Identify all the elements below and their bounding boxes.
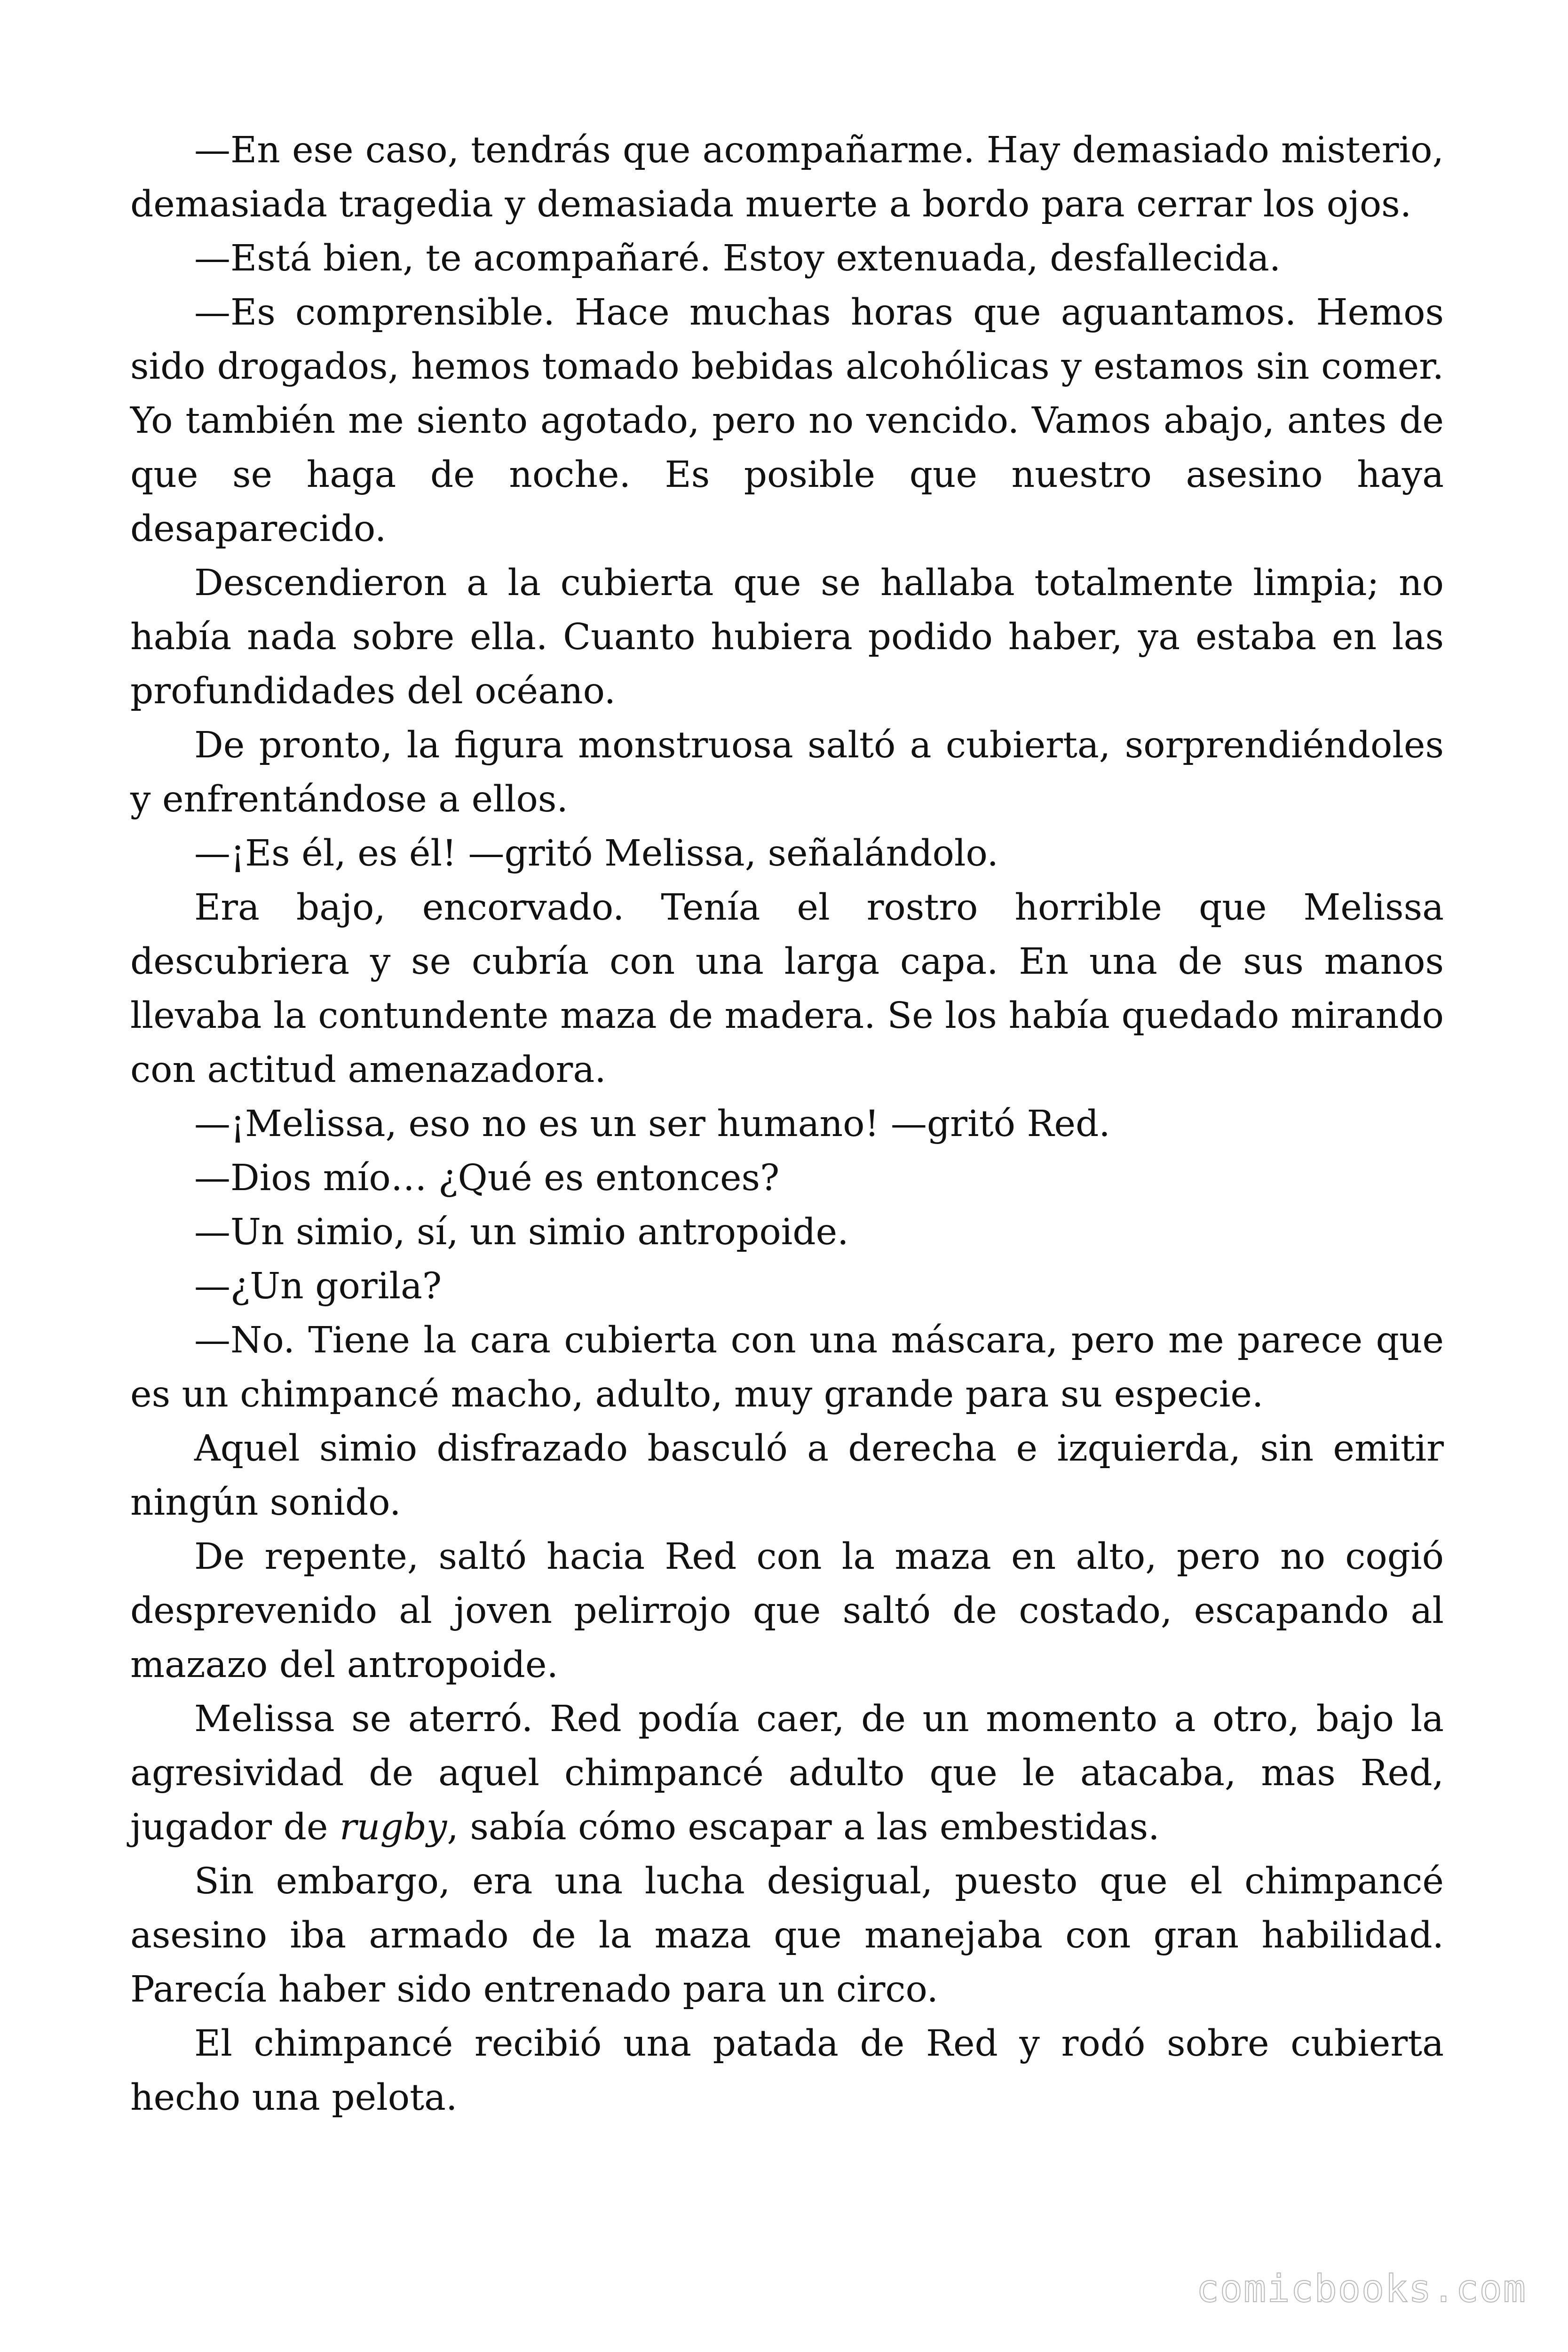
paragraph: Era bajo, encorvado. Tenía el rostro horrible que Melissa descubriera y se cubría con una larga capa. En una de sus manos llevaba la contundente maza de madera. Se los había quedado mirando con actitud amenazadora.	[130, 887, 1444, 1091]
paragraph: —Es comprensible. Hace muchas horas que aguantamos. Hemos sido drogados, hemos tomado bebidas alcohólicas y estamos sin comer. Yo también me siento agotado, pero no vencido. Vamos abajo, antes de que se haga de noche. Es posible que nuestro asesino haya desaparecido.	[130, 292, 1444, 550]
paragraph: —¡Melissa, eso no es un ser humano! —gritó Red.	[194, 1103, 1110, 1145]
paragraph: Sin embargo, era una lucha desigual, puesto que el chimpancé asesino iba armado de la maza que manejaba con gran habilidad. Parecía haber sido entrenado para un circo.	[130, 1860, 1444, 2010]
paragraph: —En ese caso, tendrás que acompañarme. Hay demasiado misterio, demasiada tragedia y demasiada muerte a bordo para cerrar los ojos.	[130, 129, 1444, 225]
paragraph: —Un simio, sí, un simio antropoide.	[194, 1211, 849, 1253]
paragraph: De repente, saltó hacia Red con la maza en alto, pero no cogió desprevenido al joven pelirrojo que saltó de costado, escapando al mazazo del antropoide.	[130, 1536, 1444, 1686]
paragraph: —Está bien, te acompañaré. Estoy extenuada, desfallecida.	[194, 238, 1281, 279]
italic-term: rugby	[339, 1806, 447, 1848]
paragraph: De pronto, la figura monstruosa saltó a cubierta, sorprendiéndoles y enfrentándose a ellos.	[130, 724, 1444, 820]
paragraph-rugby-end: , sabía cómo escapar a las embestidas.	[447, 1806, 1160, 1848]
paragraph: Aquel simio disfrazado basculó a derecha e izquierda, sin emitir ningún sonido.	[130, 1428, 1444, 1524]
book-page-body	[130, 123, 1444, 2125]
paragraph: Descendieron a la cubierta que se hallaba totalmente limpia; no había nada sobre ella. Cuanto hubiera podido haber, ya estaba en las profundidades del océano.	[130, 562, 1444, 712]
paragraph-rugby	[130, 1692, 1444, 1854]
paragraph: —¿Un gorila?	[194, 1265, 442, 1307]
paragraph: —Dios mío… ¿Qué es entonces?	[194, 1157, 780, 1199]
watermark: comicbooks.com	[1196, 2267, 1527, 2311]
paragraph: El chimpancé recibió una patada de Red y rodó sobre cubierta hecho una pelota.	[130, 2023, 1444, 2119]
paragraph: —No. Tiene la cara cubierta con una máscara, pero me parece que es un chimpancé macho, adulto, muy grande para su especie.	[130, 1319, 1444, 1415]
paragraph-rugby-start: Melissa se aterró. Red podía caer, de un momento a otro, bajo la agresividad de aquel chimpancé adulto que le atacaba, mas Red, jugador de	[130, 1698, 1444, 1848]
paragraph: —¡Es él, es él! —gritó Melissa, señalándolo.	[194, 833, 998, 874]
